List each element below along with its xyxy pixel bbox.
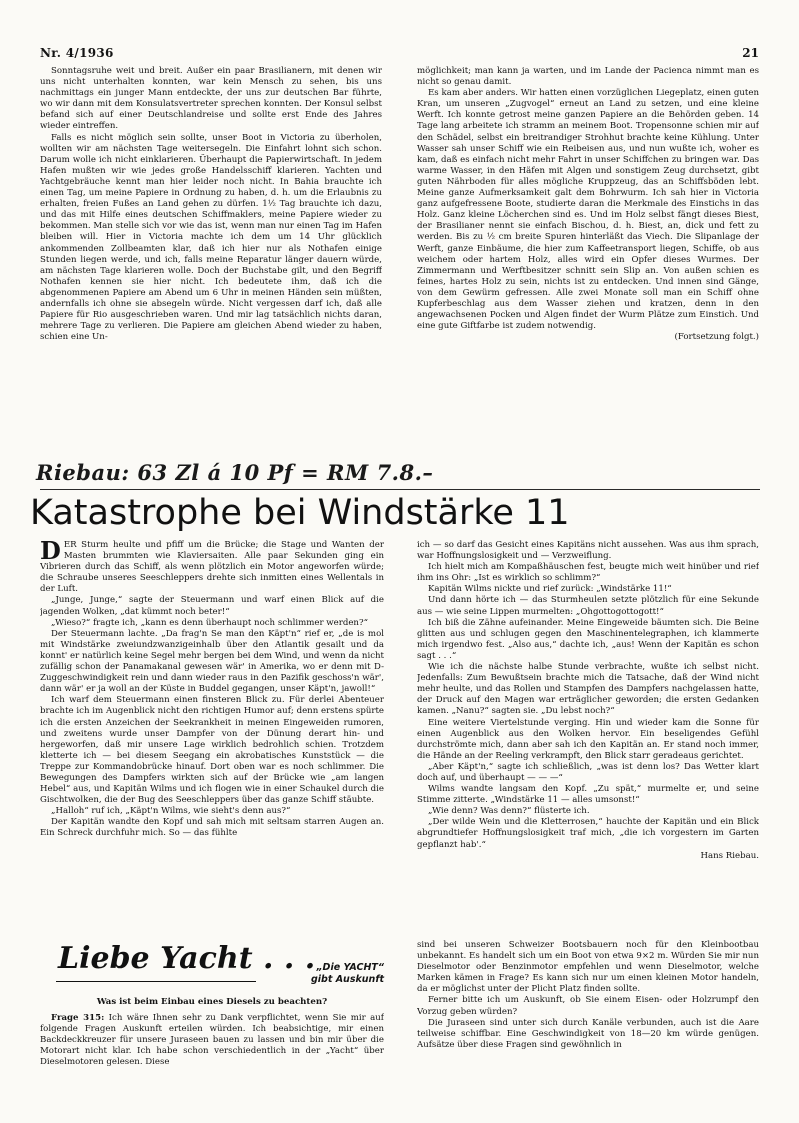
paragraph: Ferner bitte ich um Auskunft, ob Sie einem Eisen- oder Holzrumpf den Vorzug geben würden? bbox=[417, 995, 759, 1017]
logo-underline bbox=[56, 981, 256, 982]
story-right-column bbox=[417, 540, 759, 922]
paragraph: „Junge, Junge,“ sagte der Steuermann und warf einen Blick auf die jagenden Wolken, „dat kümmt noch beter!“ bbox=[40, 595, 384, 617]
paragraph: Der Steuermann lachte. „Da frag'n Se man den Käpt'n“ rief er, „de is mol mit Windstärke zweiundzwanzigeinhalb über den Atlantik gesailt und da konnt' er natürlich keine Segel mehr bergen bei dem Wind, und wenn da nicht zufällig schon der Panamakanal gewesen wär' in Amerika, wo er denn mit D-Zuggeschwindigkeit rein und dann wieder raus in den Pazifik geschoss'n wär', dann wär' er ja woll an der Küste in Buddel gegangen, unser Käpt'n, jawoll!“ bbox=[40, 628, 384, 695]
question-number: Frage 315: bbox=[51, 1013, 105, 1024]
continuation-text: möglichkeit; man kann ja warten, und im Lande der Pacienca nimmt man es nicht so genau damit. bbox=[417, 66, 759, 88]
paragraph: sind bei unseren Schweizer Bootsbauern noch für den Kleinbootbau unbekannt. Es handelt sich um ein Boot von etwa 9×2 m. Würden Sie mir nun Dieselmotor oder Benzinmotor empfehlen und wenn Dieselmotor, welche Marken kämen in Frage? Es kann sich nur um einen kleinen Motor handeln, da er möglichst unter der Plicht Platz finden sollte. bbox=[417, 940, 759, 995]
paragraph: Falls es nicht möglich sein sollte, unser Boot in Victoria zu überholen, wollten wir am nächsten Tage weitersegeln. Die Einfahrt lohnt sich schon. Darum wolle ich nicht einklarieren. Überhaupt die Papierwirtschaft. In jedem Hafen mußten wir wie jedes große Handelsschiff klarieren. Yachten und Yachtgebräuche kennt man hier leider noch nicht. In Bahia brauchte ich einen Tag, um meine Papiere in Ordnung zu haben, d. h. um die Erlaubnis zu erhalten, freien Fußes an Land gehen zu dürfen. 1½ Tag brauchte ich dazu, und das mit Hilfe eines deutschen Schiffmaklers, meine Papiere wieder zu bekommen. Man stelle sich vor wie das ist, wenn man nur einen Tag im Hafen bleiben will. Hier in Victoria machte ich dem um 14 Uhr glücklich ankommenden Zollbeamten klar, daß ich hier nur als Nothafen einige Stunden liegen werde, und ich, falls meine Reparatur länger dauern würde, am nächsten Tage klarieren wolle. Doch der Buchstabe gilt, und den Begriff Nothafen kennen sie hier nicht. Ich bedeutete ihm, daß ich die abgenommenen Papiere am Abend um 6 Uhr in meinen Händen sein müßten, andernfalls ich ohne sie absegeln würde. Nicht vergessen darf ich, daß alle Papiere für Rio ausgeschrieben waren. Und mir lag tatsächlich nichts daran, mehrere Tage zu verlieren. Die Papiere am gleichen Abend wieder zu haben, schien eine Un- bbox=[40, 132, 382, 343]
paragraph: Ich hielt mich am Kompaßhäuschen fest, beugte mich weit hinüber und rief ihm ins Ohr: „Ist es wirklich so schlimm?“ bbox=[417, 562, 759, 584]
paragraph: „Halloh“ ruf ich, „Käpt'n Wilms, wie sieht's denn aus?“ bbox=[51, 806, 291, 817]
paragraph: Sonntagsruhe weit und breit. Außer ein paar Brasilianern, mit denen wir uns nicht unterhalten konnten, war kein Mensch zu sehen, bis uns nachmittags ein junger Mann entdeckte, der uns zur deutschen Bar führte, wo wir dann mit dem Konsulatsvertreter sprechen konnten. Der Konsul selbst befand sich auf einer Deutschlandreise und sollte erst Ende des Jahres wieder eintreffen. bbox=[40, 66, 382, 132]
paragraph: Es kam aber anders. Wir hatten einen vorzüglichen Liegeplatz, einen guten Kran, um unseren „Zugvogel“ erneut an Land zu setzen, und eine kleine Werft. Ich konnte getrost meine ganzen Papiere an die Behörden geben. 14 Tage lang arbeitete ich stramm an meinem Boot. Tropensonne schien mir auf den Schädel, selbst ein breitrandiger Strohhut brachte keine Kühlung. Unter Wasser sah unser Schiff wie ein Reibeisen aus, und nun wußte ich, woher es kam, daß es einfach nicht mehr Fahrt in unser Schiffchen zu bringen war. Das warme Wasser, in den Häfen mit Algen und sonstigem Zeug durchsetzt, gibt guten Nährboden für alles mögliche Kruppzeug, das an Schiffsböden lebt. Meine ganze Aufmerksamkeit galt dem Bohrwurm. Ich sah hier in Victoria ganz aufgefressene Boote, studierte daran die Merkmale des Einstichs in das Holz. Ganz kleine Löcherchen sind es. Und im Holz selbst fängt dieses Biest, der Brasilianer nennt sie einfach Bischou, d. h. Biest, an, dick und fett zu werden. Bis zu ½ cm breite Spuren hinterläßt das Viech. Die Slipanlage der Werft, ganze Einbäume, die hier zum Kaffeetransport liegen, Schiffe, ob aus weichem oder hartem Holz, alles wird ein Opfer dieses Wurmes. Der Zimmermann und Werftbesitzer schnitt sein Slip an. Von außen schien es feines, hartes Holz zu sein, nichts ist zu entdecken. Und innen sind Gänge, von dem Gewürm gefressen. Alle zwei Monate soll man ein Schiff ohne Kupferbeschlag aus dem Wasser ziehen und kratzen, denn in den angewachsenen Pocken und Algen findet der Wurm Plätze zum Einstich. Und eine gute Giftfarbe ist zudem notwendig. bbox=[417, 88, 759, 332]
top-left-column bbox=[40, 66, 382, 458]
author-byline: Hans Riebau. bbox=[700, 850, 759, 861]
handwritten-annotation: Riebau: 63 Zl á 10 Pf = RM 7.8.– bbox=[36, 460, 434, 485]
paragraph: Und dann hörte ich — das Sturmheulen setzte plötzlich für eine Sekunde aus — wie seine Lippen murmelten: „Ohgottogottogott!“ bbox=[417, 595, 759, 617]
paragraph: „Der wilde Wein und die Kletterrosen,“ hauchte der Kapitän und ein Blick abgrundtiefer Hoffnungslosigkeit traf mich, „die ich vorgestern im Garten gepflanzt hab'.“ bbox=[417, 817, 759, 850]
qa-left-column bbox=[40, 995, 384, 1085]
paragraph: Die Juraseen sind unter sich durch Kanäle verbunden, auch ist die Aare teilweise schiffbar. Eine Geschwindigkeit von 18—20 km würde genügen. Aufsätze über diese Fragen sind gewöhnlich in bbox=[417, 1017, 759, 1050]
paragraph: Eine weitere Viertelstunde verging. Hin und wieder kam die Sonne für einen Augenblick aus den Wolken hervor. Ein beseligendes Gefühl durchströmte mich, dann aber sah ich den Kapitän an. Er stand noch immer, die Hände an der Reeling verkrampft, den Blick starr geradeaus gerichtet. bbox=[417, 717, 759, 761]
story-left-column bbox=[40, 540, 384, 922]
paragraph: „Aber Käpt'n,“ sagte ich schließlich, „was ist denn los? Das Wetter klart doch auf, und überhaupt — — —“ bbox=[417, 761, 759, 783]
question-body: Ich wäre Ihnen sehr zu Dank verpflichtet, wenn Sie mir auf folgende Fragen Auskunft erteilen würden. Ich beabsichtige, mir einen Backdeckkreuzer für unsere Juraseen bauen zu lassen und bin mir über die Motorart nicht klar. Ich habe schon verschiedentlich in der „Yacht“ über Dieselmotoren gelesen. Diese bbox=[40, 1013, 384, 1068]
paragraph: „Wieso?“ fragte ich, „kann es denn überhaupt noch schlimmer werden?“ bbox=[51, 617, 368, 628]
continuation-text: ich — so darf das Gesicht eines Kapitäns nicht aussehen. Was aus ihm sprach, war Hoffnungslosigkeit und — Verzweiflung. bbox=[417, 540, 759, 562]
tagline-line: gibt Auskunft bbox=[311, 974, 384, 985]
paragraph: Wie ich die nächste halbe Stunde verbrachte, wußte ich selbst nicht. Jedenfalls: Zum Bewußtsein brachte mich die Tatsache, daß der Wind nicht mehr heulte, und das Rollen und Stampfen des Dampfers nachgelassen hatte, der Druck auf den Magen war erträglicher geworden; die ersten Gedanken kamen. „Nanu?“ sagten sie. „Du lebst noch?“ bbox=[417, 662, 759, 717]
question-heading: Was ist beim Einbau eines Diesels zu beachten? bbox=[96, 997, 328, 1007]
question-text bbox=[40, 1013, 384, 1068]
paragraph: Kapitän Wilms nickte und rief zurück: „Windstärke 11!“ bbox=[428, 584, 672, 595]
column-logo: Liebe Yacht . . . bbox=[58, 941, 316, 976]
issue-number: Nr. 4/1936 bbox=[40, 46, 114, 60]
article-headline: Katastrophe bei Windstärke 11 bbox=[30, 493, 570, 533]
top-right-column bbox=[417, 66, 759, 458]
column-tagline bbox=[264, 962, 384, 986]
paragraph: Ich warf dem Steuermann einen finsteren Blick zu. Für derlei Abenteuer brachte ich im Augenblick nicht den richtigen Humor auf; denn erstens spürte ich die ersten Anzeichen der Seekrankheit in meinen Eingeweiden rumoren, und zweitens wurde unser Dampfer von der Dünung derart hin- und hergeworfen, daß mir unsere Lage wirklich bedrohlich schien. Trotzdem kletterte ich — bei diesem Seegang ein akrobatisches Kunststück — die Treppe zur Kommandobrücke hinauf. Dort oben war es noch schlimmer. Die Bewegungen des Dampfers wirkten sich auf der Brücke wie „am langen Hebel“ aus, und Kapitän Wilms und ich flogen wie in einer Schaukel durch die Gischtwolken, die der Bug des Seeschleppers über das ganze Schiff stäubte. bbox=[40, 695, 384, 806]
paragraph: „Wie denn? Was denn?“ flüsterte ich. bbox=[428, 806, 590, 817]
qa-right-column bbox=[417, 940, 759, 1085]
page-number: 21 bbox=[742, 46, 759, 60]
first-paragraph-text: ER Sturm heulte und pfiff um die Brücke; die Stage und Wanten der Masten brummten wie Klaviersaiten. Alle paar Sekunden ging ein Vibrieren durch das Schiff, als wenn plötzlich ein Motor angeworfen würde; die Schraube unseres Seeschleppers drehte sich inmitten eines Wellentals in der Luft. bbox=[40, 540, 384, 595]
paragraph: Ich biß die Zähne aufeinander. Meine Eingeweide bäumten sich. Die Beine glitten aus und schlugen gegen den Maschinentelegraphen, ich klammerte mich irgendwo fest. „Also aus,“ dachte ich, „aus! Wenn der Kapitän es schon sagt . . .“ bbox=[417, 617, 759, 661]
continued-note: (Fortsetzung folgt.) bbox=[674, 332, 759, 343]
drop-cap: D bbox=[40, 540, 61, 565]
paragraph: Der Kapitän wandte den Kopf und sah mich mit seltsam starren Augen an. Ein Schreck durchfuhr mich. So — das fühlte bbox=[40, 817, 384, 839]
page-header bbox=[40, 46, 759, 62]
paragraph: Wilms wandte langsam den Kopf. „Zu spät,“ murmelte er, und seine Stimme zitterte. „Windstärke 11 — alles umsonst!“ bbox=[417, 784, 759, 806]
tagline-line: „Die YACHT“ bbox=[316, 962, 384, 973]
paragraph bbox=[40, 540, 384, 595]
divider bbox=[40, 489, 760, 490]
